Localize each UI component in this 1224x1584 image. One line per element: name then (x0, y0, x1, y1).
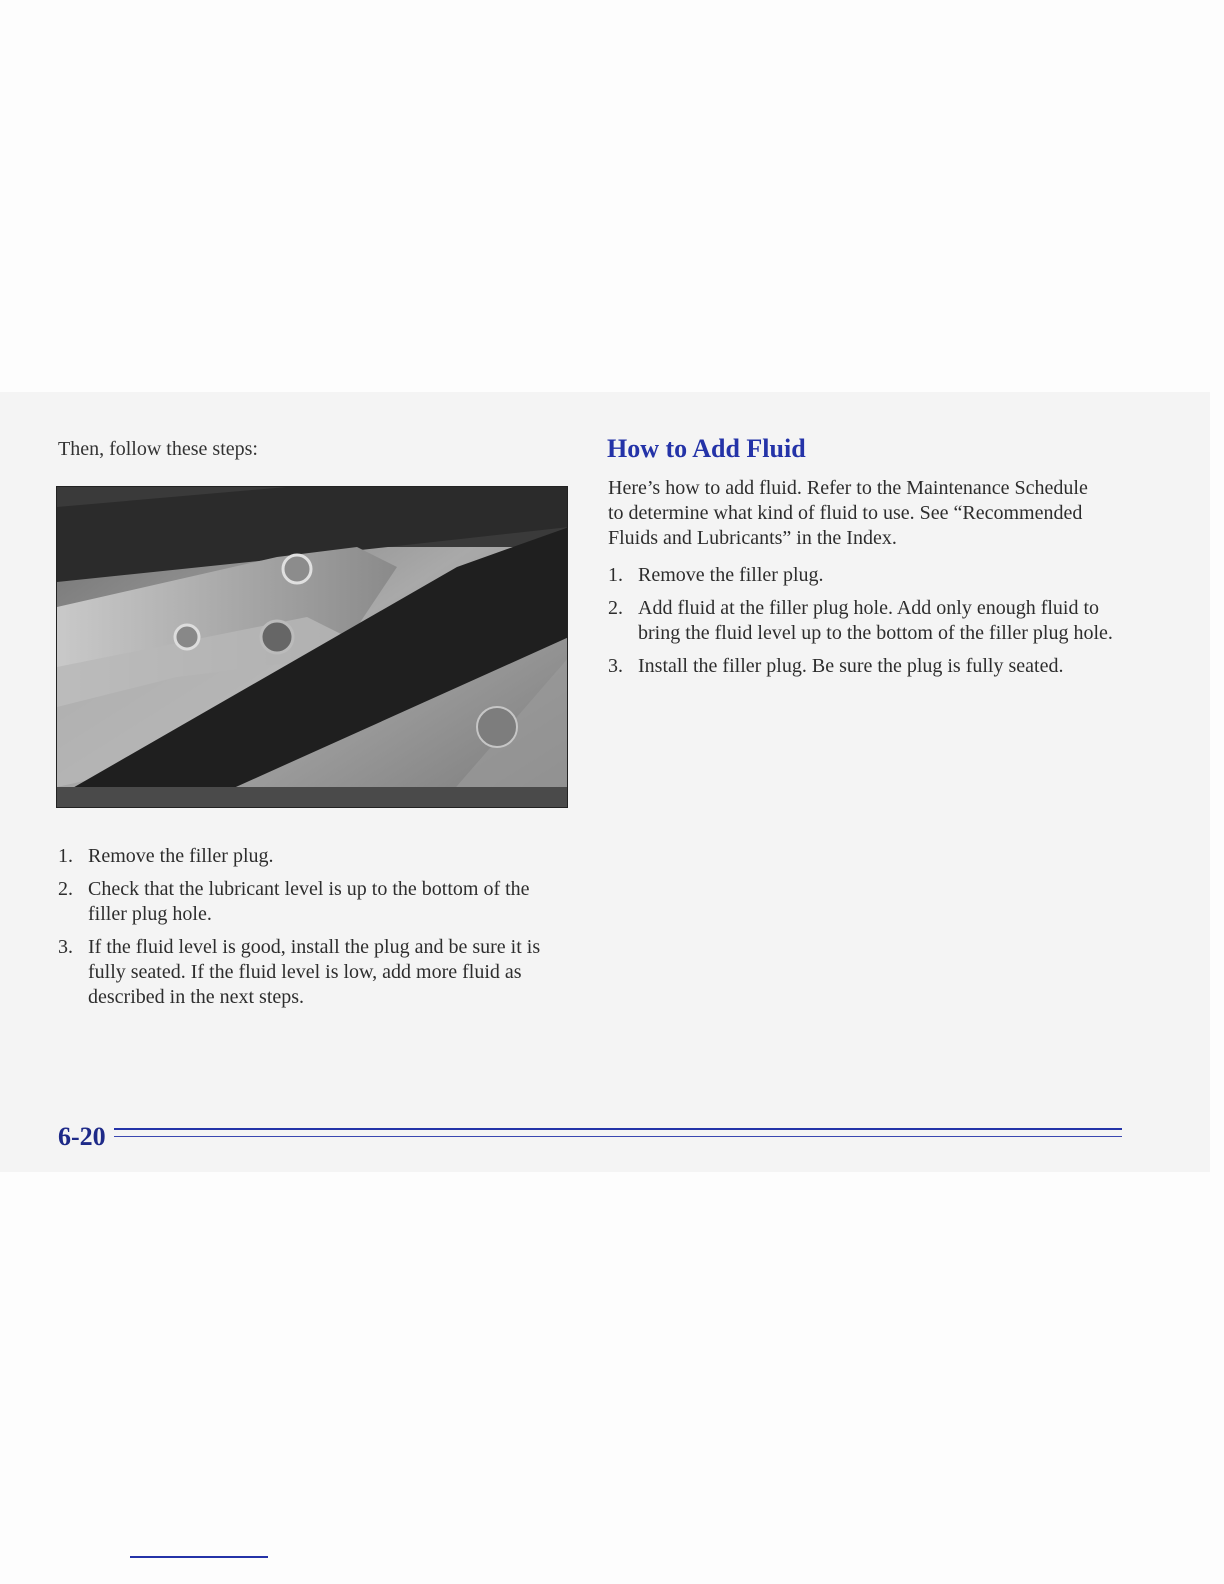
step-number: 1. (608, 564, 623, 586)
list-item (608, 563, 1128, 588)
footer-rule-thin (114, 1136, 1122, 1137)
intro-text: Then, follow these steps: (58, 438, 258, 460)
list-item (608, 654, 1128, 679)
step-text: Remove the filler plug. (88, 845, 274, 867)
page-number: 6-20 (58, 1122, 106, 1151)
right-steps-list (608, 563, 1128, 687)
step-number: 3. (608, 655, 623, 677)
list-item (58, 844, 558, 869)
page-footer (58, 1122, 1122, 1158)
step-number: 2. (608, 597, 623, 619)
step-text: If the fluid level is good, install the plug and be sure it is fully seated. If the fluid level is low, add more fluid as described in the next steps. (88, 936, 541, 1008)
list-item (608, 596, 1128, 646)
filler-plug-photo (56, 486, 568, 808)
step-text: Install the filler plug. Be sure the plug is fully seated. (638, 655, 1064, 677)
step-text: Remove the filler plug. (638, 564, 824, 586)
footer-rule (114, 1128, 1122, 1130)
step-text: Add fluid at the filler plug hole. Add only enough fluid to bring the fluid level up to the bottom of the filler plug hole. (638, 597, 1113, 644)
step-text: Check that the lubricant level is up to the bottom of the filler plug hole. (88, 878, 530, 925)
intro-paragraph: Here’s how to add fluid. Refer to the Maintenance Schedule to determine what kind of fluid to use. See “Recommended Fluids and Lubricants” in the Index. (608, 477, 1088, 549)
left-steps-list (58, 844, 558, 1018)
step-number: 1. (58, 845, 73, 867)
bottom-rule (130, 1556, 268, 1558)
list-item (58, 935, 558, 1010)
section-title: How to Add Fluid (607, 434, 806, 463)
list-item (58, 877, 558, 927)
step-number: 2. (58, 878, 73, 900)
step-number: 3. (58, 936, 73, 958)
